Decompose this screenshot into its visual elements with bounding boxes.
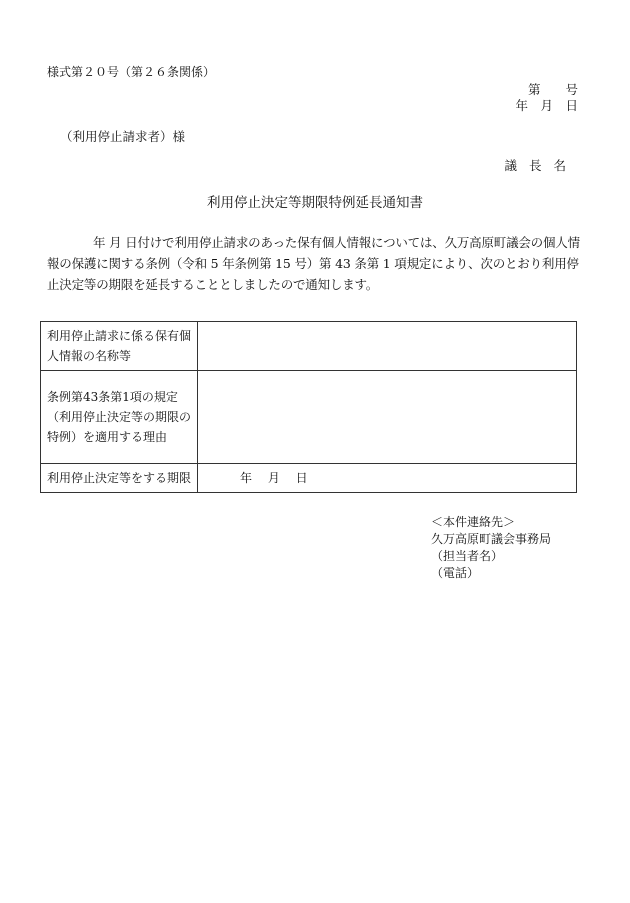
row-value-deadline: [198, 464, 577, 493]
info-table: [40, 321, 577, 493]
contact-phone: （電話）: [431, 566, 480, 580]
form-number: 様式第２０号（第２６条関係）: [47, 65, 216, 79]
row-label-deadline: 利用停止決定等をする期限: [41, 464, 198, 493]
table-row: [41, 371, 577, 464]
body-paragraph: 年 月 日付けで利用停止請求のあった保有個人情報については、久万高原町議会の個人情報の保護に関する条例（令和 5 年条例第 15 号）第 43 条第 1 項規定により、次のとおり利用停止決定等の期限を延長することとしましたので通知します。: [47, 235, 580, 292]
row-label-reason: 条例第43条第1項の規定（利用停止決定等の期限の特例）を適用する理由: [41, 371, 198, 464]
contact-person: （担当者名）: [431, 549, 504, 563]
document-number: 第 号: [527, 82, 578, 97]
sender-name: 議 長 名: [504, 158, 570, 173]
table-row: [41, 464, 577, 493]
deadline-date: 年 月 日: [240, 471, 308, 485]
contact-heading: ＜本件連絡先＞: [431, 515, 516, 529]
document-title: 利用停止決定等期限特例延長通知書: [207, 195, 423, 211]
row-value-info-name: [198, 322, 577, 371]
contact-office: 久万高原町議会事務局: [431, 532, 552, 546]
table-row: [41, 322, 577, 371]
addressee: （利用停止請求者）様: [60, 129, 186, 144]
contact-block: [431, 514, 551, 582]
row-value-reason: [198, 371, 577, 464]
document-date: 年 月 日: [515, 98, 578, 113]
row-label-info-name: 利用停止請求に係る保有個人情報の名称等: [41, 322, 198, 371]
